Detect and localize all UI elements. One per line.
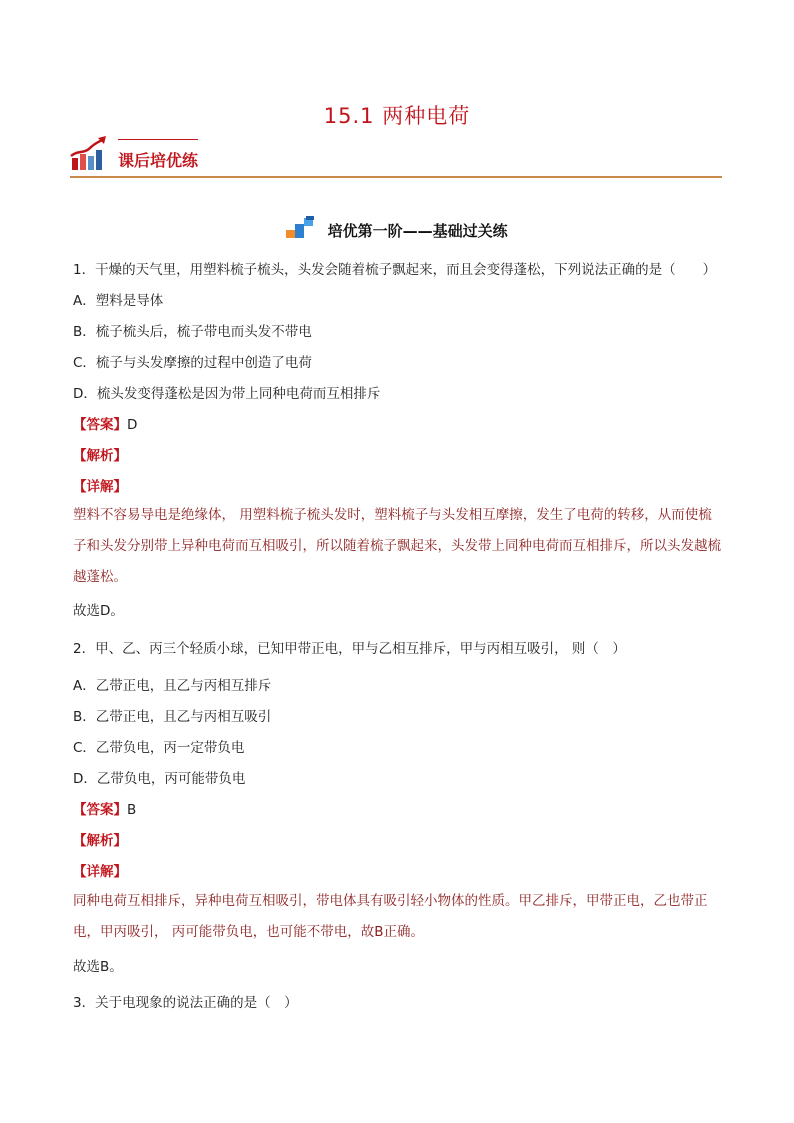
q1-option-a: A．塑料是导体 bbox=[73, 293, 164, 309]
section-title: 培优第一阶——基础过关练 bbox=[327, 222, 508, 240]
q1-answer-value: D bbox=[127, 417, 138, 433]
q1-option-c: C．梳子与头发摩擦的过程中创造了电荷 bbox=[73, 355, 312, 371]
q1-option-d: D．梳头发变得蓬松是因为带上同种电荷而互相排斥 bbox=[73, 386, 381, 402]
q1-conclusion: 故选D。 bbox=[73, 603, 124, 619]
page-title: 15.1 两种电荷 bbox=[323, 104, 471, 128]
q2-option-d: D．乙带负电，丙可能带负电 bbox=[73, 771, 246, 787]
q2-option-c: C．乙带负电，丙一定带负电 bbox=[73, 740, 245, 756]
q3-stem: 3．关于电现象的说法正确的是（ ） bbox=[73, 995, 298, 1011]
banner-top-line bbox=[118, 139, 198, 140]
banner-rule bbox=[70, 176, 722, 178]
q2-option-a: A．乙带正电，且乙与丙相互排斥 bbox=[73, 678, 272, 694]
q2-option-b: B．乙带正电，且乙与丙相互吸引 bbox=[73, 709, 272, 725]
q1-detail-tag: 【详解】 bbox=[73, 479, 127, 495]
q2-detail: 同种电荷互相排斥，异种电荷互相吸引，带电体具有吸引轻小物体的性质。甲乙排斥，甲带正电，乙也带正电，甲丙吸引， 丙可能带负电，也可能不带电，故B正确。 bbox=[73, 893, 708, 940]
q1-stem: 1．干燥的天气里，用塑料梳子梳头，头发会随着梳子飘起来，而且会变得蓬松，下列说法正确的是（ ） bbox=[73, 262, 717, 278]
q2-stem: 2．甲、乙、丙三个轻质小球，已知甲带正电，甲与乙相互排斥，甲与丙相互吸引， 则（ ） bbox=[73, 641, 626, 657]
q1-answer-tag: 【答案】 bbox=[73, 417, 127, 433]
q2-analysis-tag: 【解析】 bbox=[73, 833, 127, 849]
q2-answer bbox=[73, 798, 136, 818]
q1-option-b: B．梳子梳头后，梳子带电而头发不带电 bbox=[73, 324, 312, 340]
q2-answer-value: B bbox=[127, 802, 137, 818]
q1-analysis-tag: 【解析】 bbox=[73, 448, 127, 464]
q2-answer-tag: 【答案】 bbox=[73, 802, 127, 818]
q2-conclusion: 故选B。 bbox=[73, 959, 123, 975]
q1-detail: 塑料不容易导电是绝缘体， 用塑料梳子梳头发时，塑料梳子与头发相互摩擦，发生了电荷的转移，从而使梳子和头发分别带上异种电荷而互相吸引，所以随着梳子飘起来，头发带上同种电荷而互相排斥，所以头发越梳越蓬松。 bbox=[73, 507, 721, 585]
section-banner bbox=[70, 134, 722, 180]
steps-icon bbox=[286, 216, 316, 238]
growth-chart-icon bbox=[70, 136, 108, 172]
q2-detail-tag: 【详解】 bbox=[73, 864, 127, 880]
q1-answer bbox=[73, 413, 137, 433]
section-heading bbox=[0, 216, 794, 241]
banner-label: 课后培优练 bbox=[118, 151, 199, 170]
